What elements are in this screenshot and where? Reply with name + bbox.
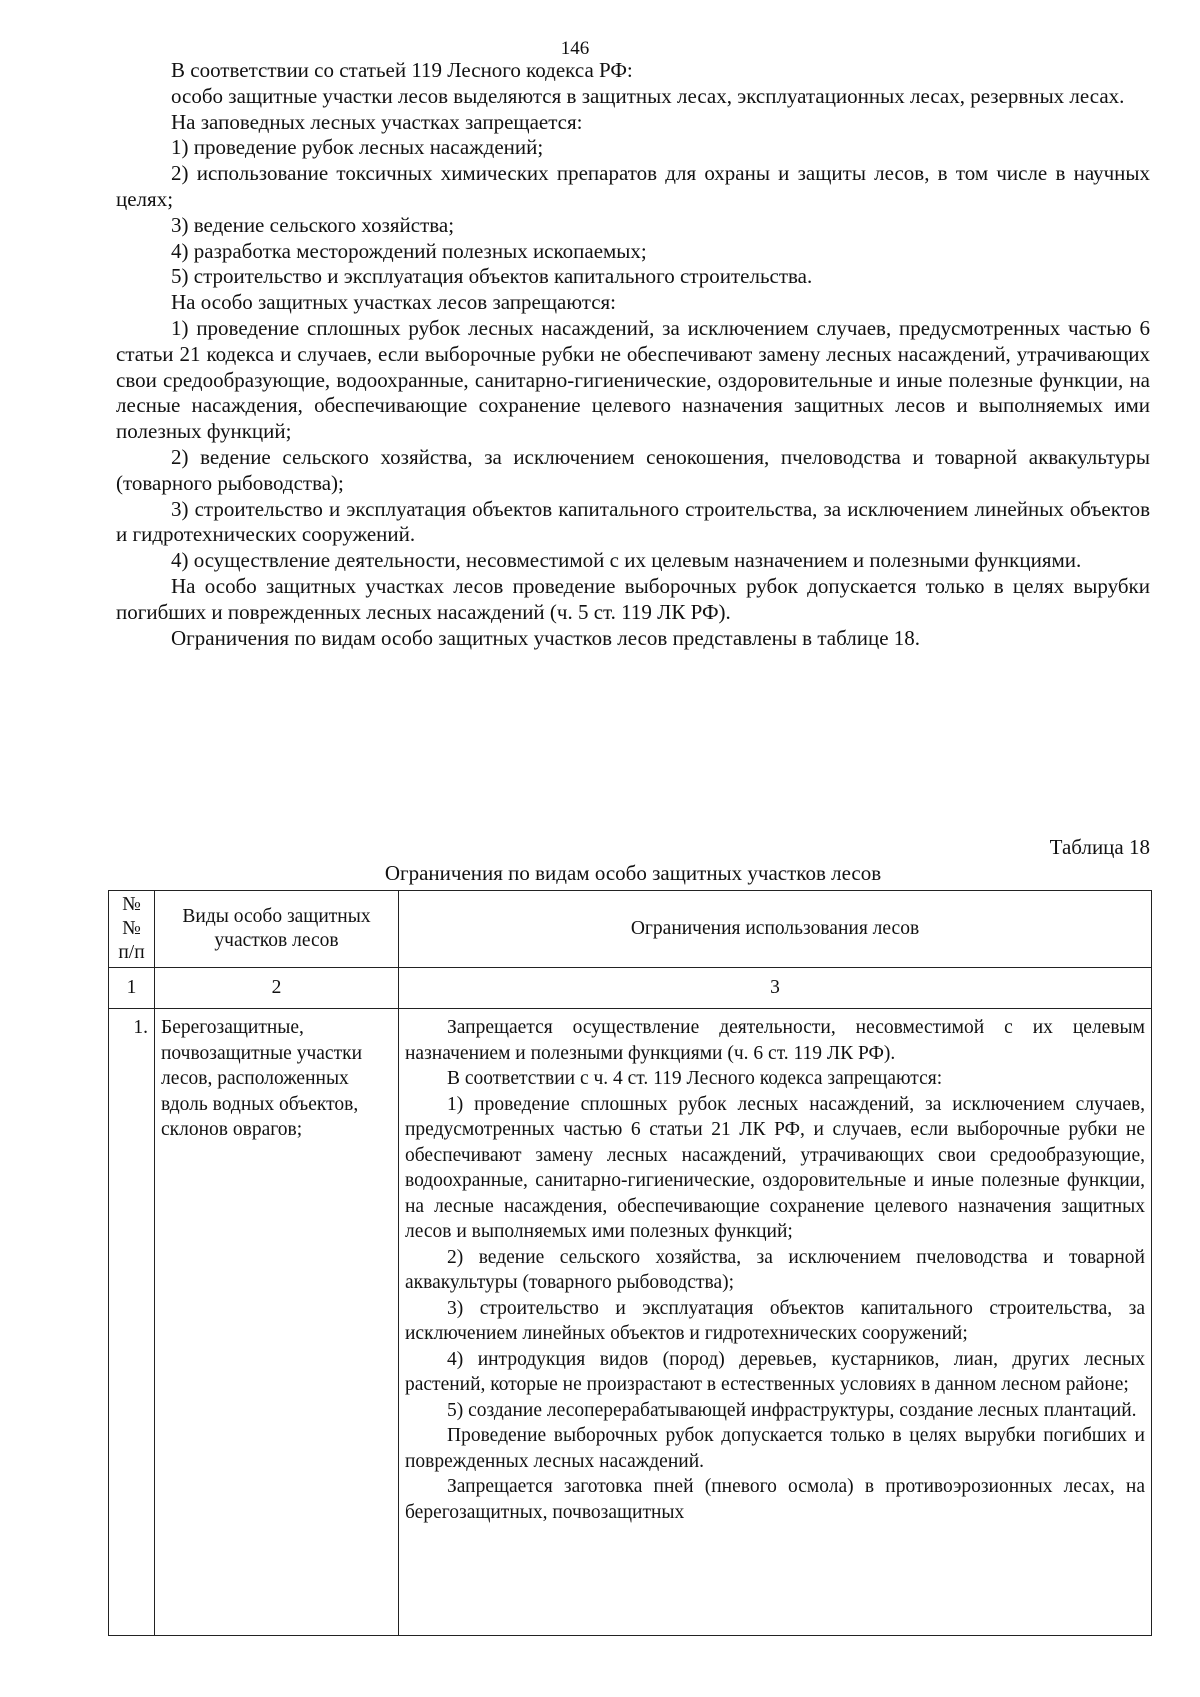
restriction-paragraph: Запрещается заготовка пней (пневого осмола) в противоэрозионных лесах, на берегозащитных, почвозащитных (405, 1476, 1145, 1523)
paragraph: 4) разработка месторождений полезных ископаемых; (171, 238, 647, 263)
paragraph: особо защитные участки лесов выделяются в защитных лесах, эксплуатационных лесах, резервных лесах. (171, 83, 1125, 108)
restriction-paragraph: 2) ведение сельского хозяйства, за исключением пчеловодства и товарной аквакультуры (товарного рыбоводства); (405, 1246, 1145, 1293)
paragraph: 4) осуществление деятельности, несовместимой с их целевым назначением и полезными функциями. (171, 548, 1082, 573)
row-restrictions (399, 1009, 1152, 1636)
restrictions-table (108, 890, 1152, 1636)
header-number: №№ п/п (109, 891, 155, 968)
restriction-paragraph: 4) интродукция видов (пород) деревьев, кустарников, лиан, других лесных растений, которые не произрастают в естественных условиях в данном лесном районе; (405, 1348, 1145, 1395)
table-caption-number: Таблица 18 (1049, 835, 1150, 859)
header-type: Виды особо защитных участков лесов (155, 891, 399, 968)
paragraph: 5) строительство и эксплуатация объектов капитального строительства. (171, 264, 813, 289)
restriction-paragraph: 5) создание лесоперерабатывающей инфраструктуры, создание лесных плантаций. (447, 1399, 1137, 1421)
paragraph: 3) ведение сельского хозяйства; (171, 212, 455, 237)
body-text (116, 58, 1150, 651)
paragraph: На особо защитных участках лесов проведение выборочных рубок допускается только в целях вырубки погибших и поврежденных лесных насаждений (ч. 5 ст. 119 ЛК РФ). (116, 573, 1150, 624)
header-restrictions: Ограничения использования лесов (399, 891, 1152, 968)
column-number: 3 (399, 968, 1152, 1009)
column-number: 1 (109, 968, 155, 1009)
paragraph: Ограничения по видам особо защитных участков лесов представлены в таблице 18. (171, 625, 921, 650)
paragraph: 1) проведение рубок лесных насаждений; (171, 135, 544, 160)
paragraph: На заповедных лесных участках запрещается: (171, 109, 583, 134)
paragraph: На особо защитных участках лесов запрещаются: (171, 290, 617, 315)
paragraph: 1) проведение сплошных рубок лесных насаждений, за исключением случаев, предусмотренных частью 6 статьи 21 кодекса и случаев, если выборочные рубки не обеспечивают замену лесных насаждений, утрачивающих свои средообразующие, водоохранные, санитарно-гигиенические, оздоровительные и иные полезные функции, на лесные насаждения, обеспечивающие сохранение целевого назначения защитных лесов и выполняемых ими полезных функций; (116, 315, 1150, 444)
restriction-paragraph: Проведение выборочных рубок допускается только в целях вырубки погибших и поврежденных лесных насаждений. (405, 1425, 1145, 1472)
table-row (109, 1009, 1152, 1636)
table-title: Ограничения по видам особо защитных участков лесов (384, 861, 882, 885)
row-number: 1. (109, 1009, 155, 1636)
column-number-row (109, 968, 1152, 1009)
row-type: Берегозащитные, почвозащитные участки лесов, расположенных вдоль водных объектов, склонов оврагов; (155, 1009, 399, 1636)
restriction-paragraph: 3) строительство и эксплуатация объектов капитального строительства, за исключением линейных объектов и гидротехнических сооружений; (405, 1297, 1145, 1344)
table-header-row (109, 891, 1152, 968)
restriction-paragraph: В соответствии с ч. 4 ст. 119 Лесного кодекса запрещаются: (447, 1068, 943, 1089)
paragraph: В соответствии со статьей 119 Лесного кодекса РФ: (171, 58, 633, 82)
restriction-paragraph: 1) проведение сплошных рубок лесных насаждений, за исключением случаев, предусмотренных частью 6 статьи 21 ЛК РФ, и случаев, если выборочные рубки не обеспечивают замену лесных насаждений, утрачивающих свои средообразующие, водоохранные, санитарно-гигиенические, оздоровительные и иные полезные функции, на лесные насаждения, обеспечивающие сохранение целевого назначения защитных лесов и выполняемых ими полезных функций; (405, 1093, 1145, 1242)
page-number: 146 (560, 38, 590, 59)
column-number: 2 (155, 968, 399, 1009)
paragraph: 2) ведение сельского хозяйства, за исключением сенокошения, пчеловодства и товарной аквакультуры (товарного рыбоводства); (116, 444, 1150, 495)
paragraph: 3) строительство и эксплуатация объектов капитального строительства, за исключением линейных объектов и гидротехнических сооружений. (116, 496, 1150, 547)
paragraph: 2) использование токсичных химических препаратов для охраны и защиты лесов, в том числе в научных целях; (116, 161, 1150, 211)
restriction-paragraph: Запрещается осуществление деятельности, несовместимой с их целевым назначением и полезными функциями (ч. 6 ст. 119 ЛК РФ). (405, 1017, 1145, 1064)
